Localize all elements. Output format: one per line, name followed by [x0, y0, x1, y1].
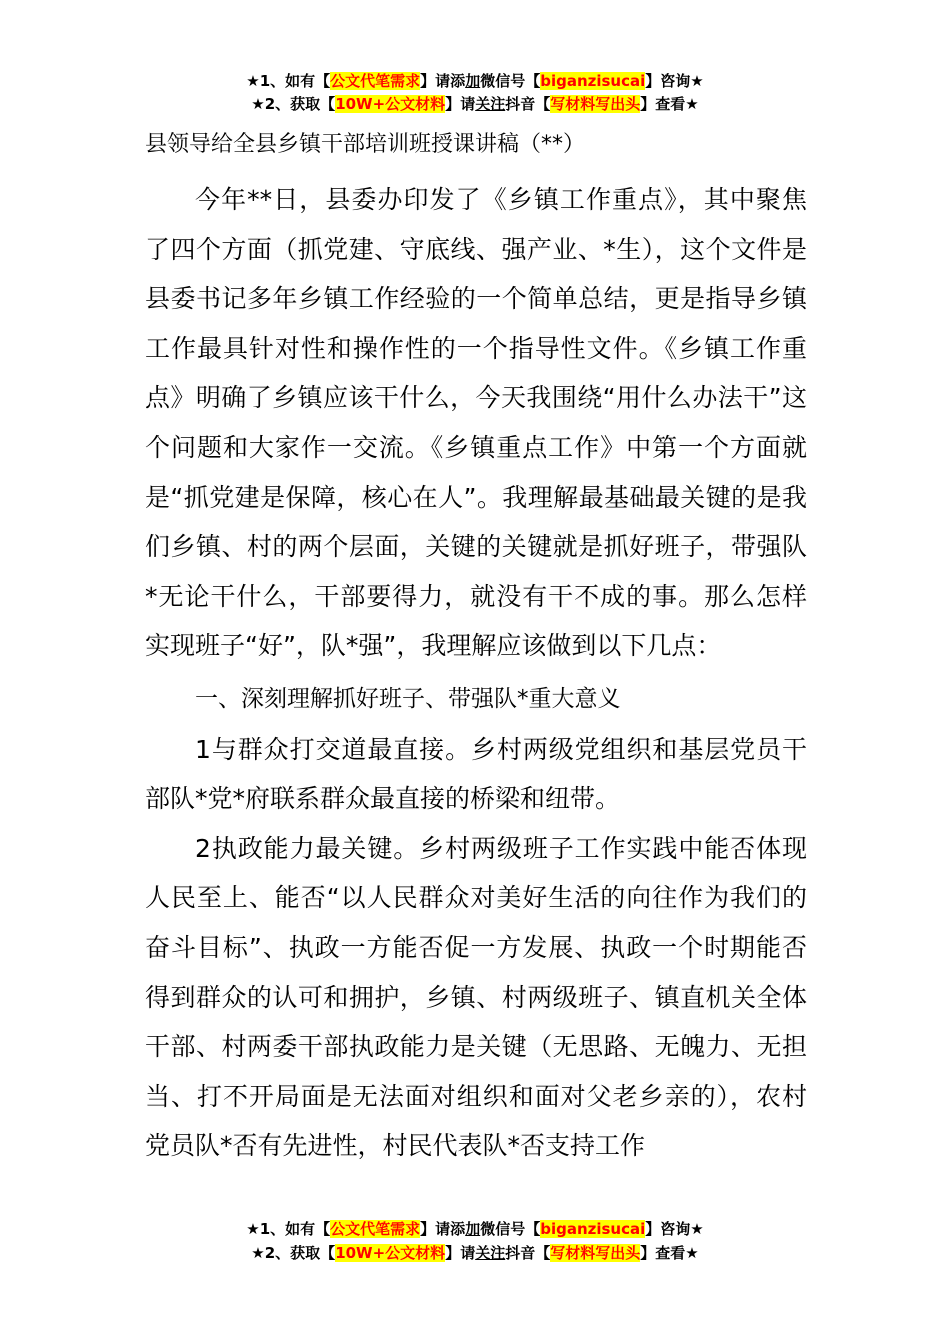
banner-text: 】咨询★	[645, 72, 704, 90]
banner-highlight: biganzisucai	[540, 1220, 646, 1238]
header-banner-line-2	[0, 93, 950, 115]
banner-text: ★2、获取【	[251, 1244, 336, 1262]
banner-text: 】请	[445, 1244, 476, 1262]
header-banner-line-1	[0, 70, 950, 92]
banner-underline: 加	[465, 1220, 481, 1238]
banner-text: ★2、获取【	[251, 95, 336, 113]
banner-text: 】请添	[420, 72, 466, 90]
paragraph: 今年**日，县委办印发了《乡镇工作重点》，其中聚焦了四个方面（抓党建、守底线、强产业、*生），这个文件是县委书记多年乡镇工作经验的一个简单总结，更是指导乡镇工作最具针对性和操作性的一个指导性文件。《乡镇工作重点》明确了乡镇应该干什么，今天我围绕“用什么办法干”这个问题和大家作一交流。《乡镇重点工作》中第一个方面就是“抓党建是保障，核心在人”。我理解最基础最关键的是我们乡镇、村的两个层面，关键的关键就是抓好班子，带强队*无论干什么，干部要得力，就没有干不成的事。那么怎样实现班子“好”，队*强”，我理解应该做到以下几点：	[145, 185, 807, 661]
banner-text: ★1、如有【	[246, 72, 331, 90]
banner-text: 微信号【	[480, 1220, 541, 1238]
paragraph: 1与群众打交道最直接。乡村两级党组织和基层党员干部队*党*府联系群众最直接的桥梁和纽带。	[145, 734, 807, 814]
banner-text: ★1、如有【	[246, 1220, 331, 1238]
banner-text: 抖音【	[505, 1244, 551, 1262]
banner-highlight: biganzisucai	[540, 72, 646, 90]
banner-highlight: 10W+公文材料	[335, 1244, 446, 1262]
banner-text: 】请	[445, 95, 476, 113]
banner-underline: 加	[465, 72, 481, 90]
banner-highlight: 公文代笔需求	[330, 1220, 421, 1238]
banner-highlight: 公文代笔需求	[330, 72, 421, 90]
banner-underline: 关注	[475, 1244, 506, 1262]
footer-banner-line-2	[0, 1242, 950, 1264]
banner-text: 抖音【	[505, 95, 551, 113]
banner-text: 】查看★	[640, 95, 699, 113]
banner-highlight: 10W+公文材料	[335, 95, 446, 113]
document-body	[145, 175, 807, 1171]
banner-underline: 关注	[475, 95, 506, 113]
paragraph: 2执政能力最关键。乡村两级班子工作实践中能否体现人民至上、能否“以人民群众对美好生活的向往作为我们的奋斗目标”、执政一方能否促一方发展、执政一个时期能否得到群众的认可和拥护，乡镇、村两级班子、镇直机关全体干部、村两委干部执政能力是关键（无思路、无魄力、无担当、打不开局面是无法面对组织和面对父老乡亲的），农村党员队*否有先进性，村民代表队*否支持工作	[145, 833, 807, 1161]
banner-text: 】查看★	[640, 1244, 699, 1262]
banner-highlight: 写材料写出头	[550, 95, 641, 113]
banner-text: 】咨询★	[645, 1220, 704, 1238]
banner-text: 】请添	[420, 1220, 466, 1238]
banner-text: 微信号【	[480, 72, 541, 90]
document-title: 县领导给全县乡镇干部培训班授课讲稿（**）	[145, 132, 586, 157]
section-heading: 一、深刻理解抓好班子、带强队*重大意义	[195, 685, 621, 712]
banner-highlight: 写材料写出头	[550, 1244, 641, 1262]
footer-banner-line-1	[0, 1218, 950, 1240]
